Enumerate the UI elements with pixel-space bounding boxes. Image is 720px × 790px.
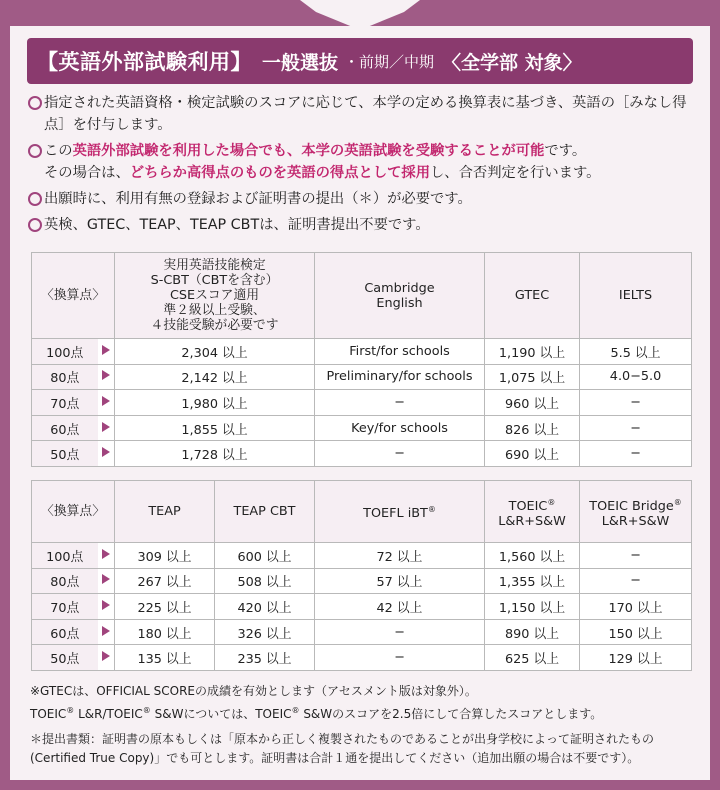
table-cell: 225 以上 [115, 594, 215, 620]
column-header-label: 〈換算点〉 [32, 481, 115, 543]
table-row [32, 619, 692, 645]
table-cell: 2,304 以上 [115, 339, 315, 365]
table-cell: 1,075 以上 [485, 364, 580, 390]
row-label: 100点 [32, 543, 98, 569]
row-label: 70点 [32, 594, 98, 620]
table-cell: First/for schools [315, 339, 485, 365]
table-cell: − [580, 415, 692, 441]
circle-bullet-icon [28, 218, 42, 232]
table-cell: 1,190 以上 [485, 339, 580, 365]
header-subtitle: 一般選抜 [262, 51, 339, 74]
score-table-2 [31, 480, 692, 671]
column-header [115, 481, 215, 543]
bullet-text [44, 140, 698, 184]
bullet-text-part: この [44, 143, 73, 159]
table-cell: Preliminary/for schools [315, 364, 485, 390]
header-name: TOEFL iBT [363, 506, 428, 521]
row-label: 80点 [32, 364, 98, 390]
table-cell: 508 以上 [215, 568, 315, 594]
table-row [32, 645, 692, 671]
note-certificate-1: ＊提出書類：証明書の原本もしくは「原本から正しく複製されたものであることが出身学校によって証明されたもの [30, 732, 655, 746]
table-row [32, 415, 692, 441]
table-row [32, 568, 692, 594]
column-header: IELTS [580, 253, 692, 339]
bullet-list [28, 92, 698, 240]
header-name: TEAP [148, 504, 181, 519]
header-bar [27, 38, 693, 84]
table-cell: 1,728 以上 [115, 441, 315, 467]
column-header [215, 481, 315, 543]
table-cell: 2,142 以上 [115, 364, 315, 390]
table-row [32, 364, 692, 390]
header-period: ・前期／中期 [344, 52, 435, 71]
table-cell: 180 以上 [115, 619, 215, 645]
triangle-arrow-icon [102, 600, 110, 610]
table-cell: − [315, 441, 485, 467]
arrow-cell [98, 645, 115, 671]
header-subname: L&R+S&W [601, 513, 670, 529]
table-cell: 267 以上 [115, 568, 215, 594]
triangle-arrow-icon [102, 447, 110, 457]
row-label: 60点 [32, 415, 98, 441]
bullet-text-part: 出願時に、利用有無の登録および証明書の提出（＊）が必要です。 [44, 191, 472, 207]
column-header [485, 481, 580, 543]
table-cell: 960 以上 [485, 390, 580, 416]
arrow-cell [98, 339, 115, 365]
arrow-cell [98, 543, 115, 569]
table-row [32, 390, 692, 416]
column-header: Cambridge English [315, 253, 485, 339]
table-cell: 890 以上 [485, 619, 580, 645]
arrow-cell [98, 568, 115, 594]
note-toeic: TOEIC® L&R/TOEIC® S&Wについては、TOEIC® S&Wのスコアを2.5倍にして合算したスコアとします。 [30, 706, 603, 721]
triangle-arrow-icon [102, 574, 110, 584]
triangle-arrow-icon [102, 422, 110, 432]
bullet-item [28, 214, 698, 236]
triangle-arrow-icon [102, 345, 110, 355]
table-cell: − [315, 390, 485, 416]
bullet-text-part: 英検、GTEC、TEAP、TEAP CBTは、証明書提出不要です。 [44, 217, 430, 233]
table-row [32, 339, 692, 365]
arrow-cell [98, 594, 115, 620]
table-cell: 309 以上 [115, 543, 215, 569]
table-cell: 42 以上 [315, 594, 485, 620]
table-cell: 1,355 以上 [485, 568, 580, 594]
header-name: TOEIC [508, 498, 548, 514]
bullet-item [28, 140, 698, 184]
header-subname: L&R+S&W [498, 513, 566, 529]
row-label: 80点 [32, 568, 98, 594]
table-row [32, 543, 692, 569]
arrow-cell [98, 390, 115, 416]
table-cell: − [580, 390, 692, 416]
arrow-cell [98, 364, 115, 390]
triangle-arrow-icon [102, 370, 110, 380]
note-gtec: ※GTECは、OFFICIAL SCOREの成績を有効とします（アセスメント版は対象外）。 [30, 684, 477, 698]
table-row [32, 441, 692, 467]
bullet-text-part: 指定された英語資格・検定試験のスコアに応じて、本学の定める換算表に基づき、英語の［みなし得点］を付与します。 [44, 95, 687, 133]
bullet-text-part: し、合否判定を行います。 [430, 165, 601, 181]
registered-mark: ® [427, 505, 436, 514]
table-cell: 600 以上 [215, 543, 315, 569]
column-header: GTEC [485, 253, 580, 339]
bullet-text [44, 214, 698, 236]
table-cell: 625 以上 [485, 645, 580, 671]
table-cell: 326 以上 [215, 619, 315, 645]
table-cell: 1,980 以上 [115, 390, 315, 416]
header-name: TOEIC Bridge [589, 498, 674, 514]
arrow-cell [98, 441, 115, 467]
table-cell: 57 以上 [315, 568, 485, 594]
triangle-arrow-icon [102, 549, 110, 559]
table-cell: 170 以上 [580, 594, 692, 620]
table-cell: 1,560 以上 [485, 543, 580, 569]
circle-bullet-icon [28, 192, 42, 206]
bullet-text [44, 188, 698, 210]
row-label: 70点 [32, 390, 98, 416]
score-table-1 [31, 252, 692, 467]
emphasis-text: どちらか高得点のものを英語の得点として採用 [129, 165, 431, 181]
table-cell: − [315, 645, 485, 671]
triangle-arrow-icon [102, 651, 110, 661]
table-cell: 826 以上 [485, 415, 580, 441]
column-header [580, 481, 692, 543]
table-cell: − [580, 441, 692, 467]
table-cell: − [315, 619, 485, 645]
emphasis-text: 英語外部試験を利用した場合でも、本学の英語試験を受験することが可能 [72, 143, 545, 159]
arrow-cell [98, 415, 115, 441]
table-cell: 4.0−5.0 [580, 364, 692, 390]
table-cell: 235 以上 [215, 645, 315, 671]
notes [30, 682, 700, 768]
table-cell: 1,855 以上 [115, 415, 315, 441]
triangle-arrow-icon [102, 396, 110, 406]
table-cell: − [580, 568, 692, 594]
table-cell: 72 以上 [315, 543, 485, 569]
column-header: 実用英語技能検定 S-CBT（CBTを含む） CSEスコア適用 準２級以上受験、 ４技能受験が必要です [115, 253, 315, 339]
header-title: 【英語外部試験利用】 [37, 50, 252, 74]
table-cell: 135 以上 [115, 645, 215, 671]
circle-bullet-icon [28, 144, 42, 158]
column-header-label: 〈換算点〉 [32, 253, 115, 339]
header-name: TEAP CBT [233, 504, 296, 519]
row-label: 50点 [32, 441, 98, 467]
note-certificate-2: (Certified True Copy)」でも可とします。証明書は合計１通を提出してください（追加出願の場合は不要です）。 [30, 751, 640, 765]
bullet-item [28, 188, 698, 210]
row-label: 60点 [32, 619, 98, 645]
header-target: 〈全学部 対象〉 [442, 51, 582, 74]
circle-bullet-icon [28, 96, 42, 110]
registered-mark: ® [673, 497, 682, 507]
bullet-text [44, 92, 698, 136]
table-cell: − [580, 543, 692, 569]
table-cell: 129 以上 [580, 645, 692, 671]
table-cell: 150 以上 [580, 619, 692, 645]
row-label: 50点 [32, 645, 98, 671]
registered-mark: ® [547, 497, 556, 507]
table-cell: 5.5 以上 [580, 339, 692, 365]
arrow-cell [98, 619, 115, 645]
table-cell: 690 以上 [485, 441, 580, 467]
triangle-arrow-icon [102, 626, 110, 636]
table-cell: 1,150 以上 [485, 594, 580, 620]
table-cell: Key/for schools [315, 415, 485, 441]
table-cell: 420 以上 [215, 594, 315, 620]
row-label: 100点 [32, 339, 98, 365]
bullet-text-part: その場合は、 [44, 165, 130, 181]
table-row [32, 594, 692, 620]
bullet-item [28, 92, 698, 136]
column-header [315, 481, 485, 543]
bullet-text-part: です。 [544, 143, 587, 159]
